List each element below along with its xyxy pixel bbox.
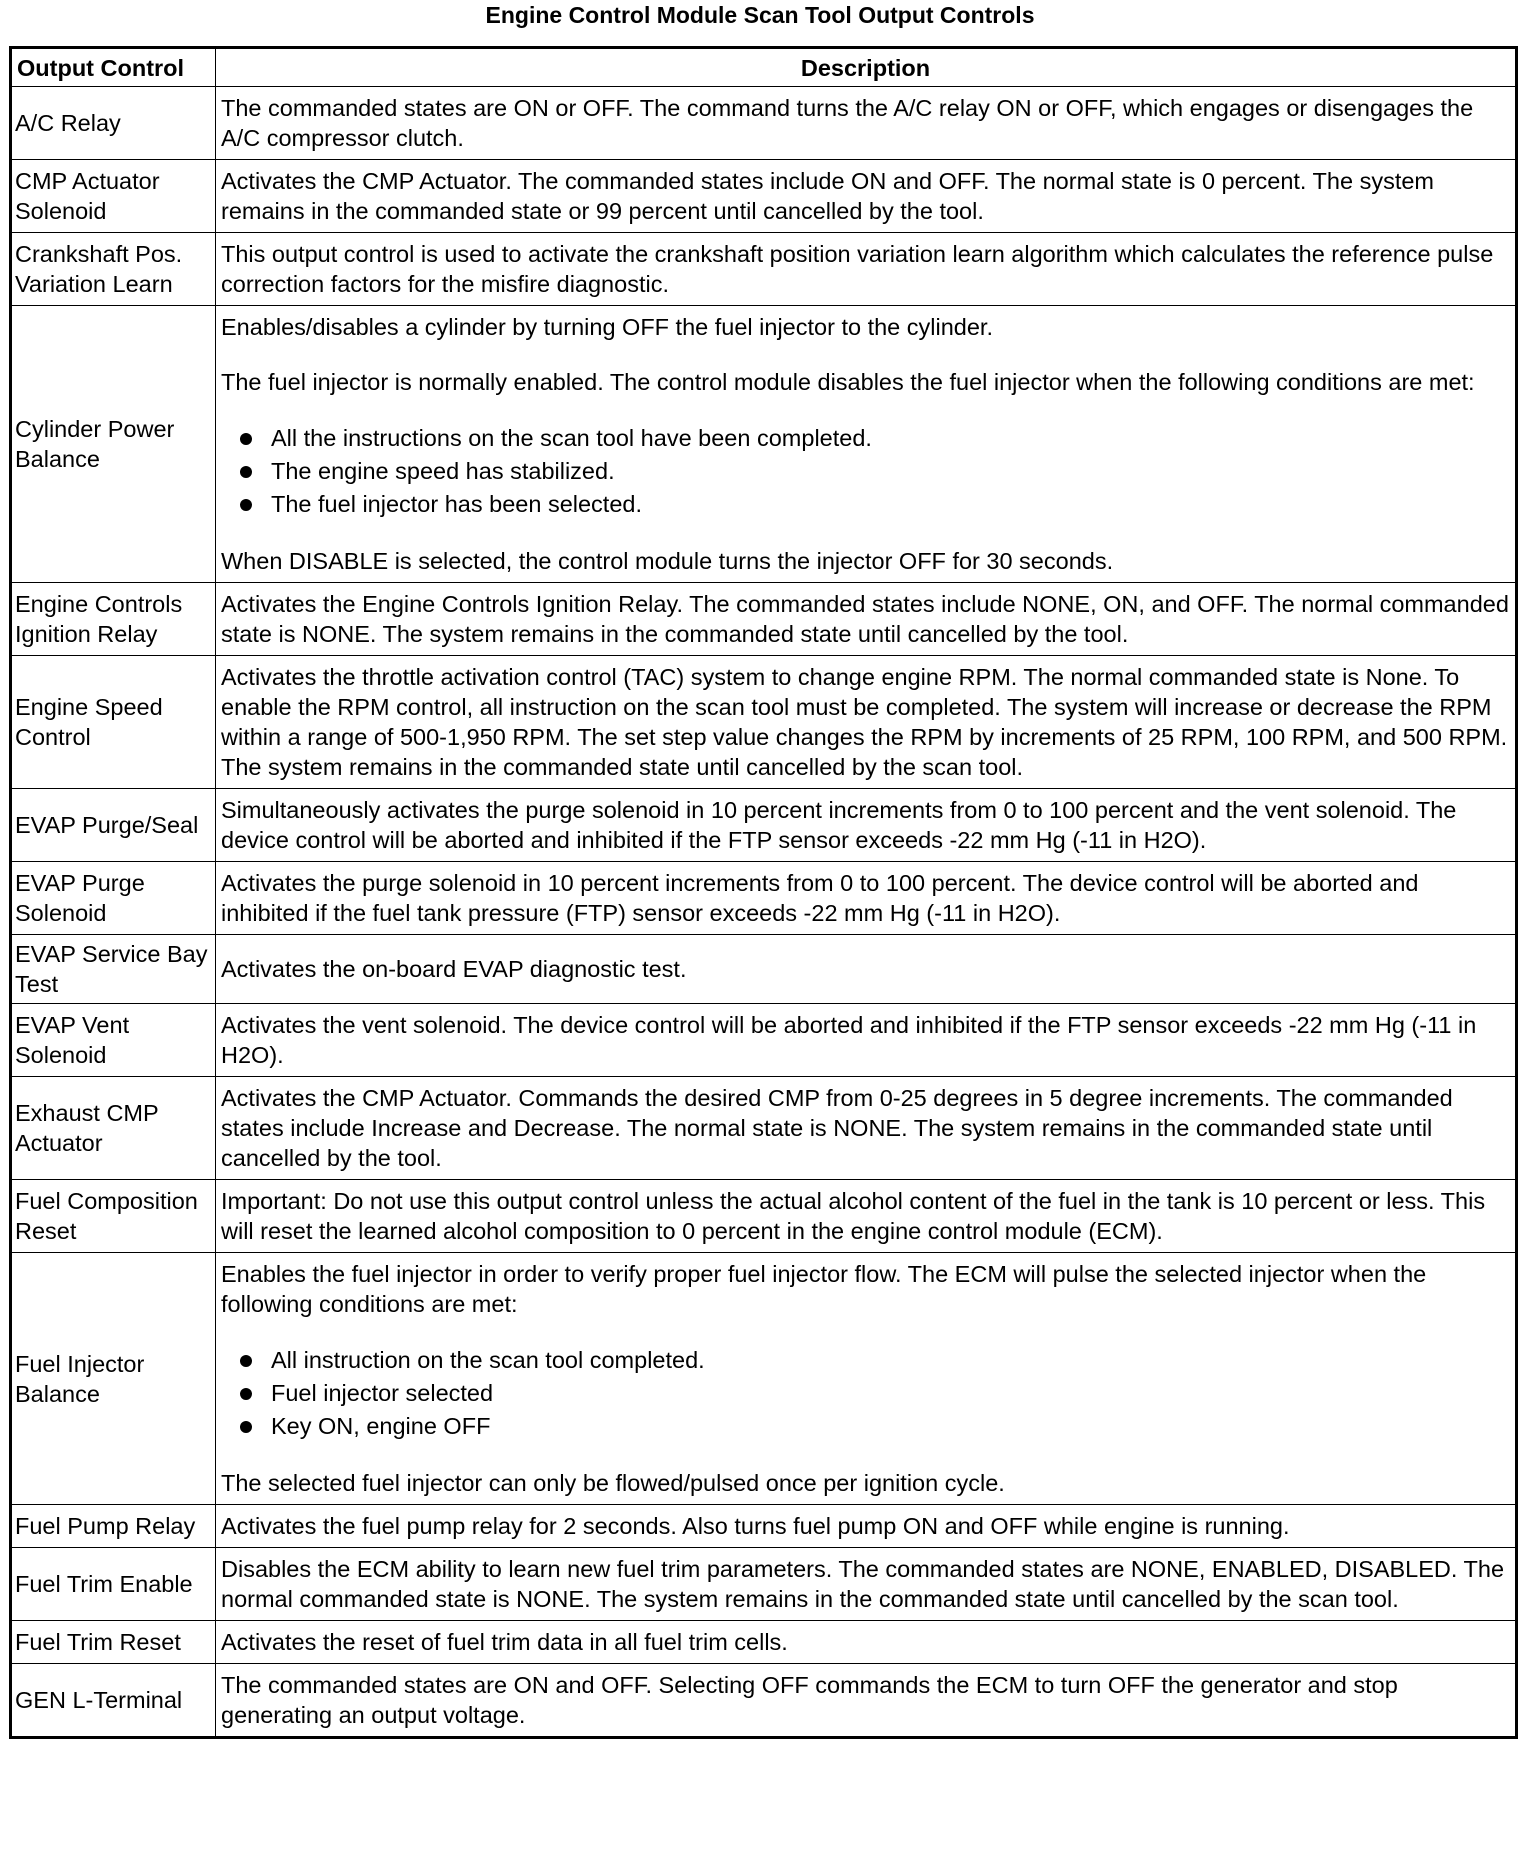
condition-list — [221, 422, 1509, 521]
output-control-name: EVAP Purge Solenoid — [11, 862, 216, 935]
table-header-row — [11, 48, 1517, 87]
output-control-name: Fuel Composition Reset — [11, 1180, 216, 1253]
description-cell — [216, 1505, 1517, 1548]
output-control-name: Cylinder Power Balance — [11, 306, 216, 583]
output-control-name: CMP Actuator Solenoid — [11, 160, 216, 233]
table-row — [11, 1621, 1517, 1664]
description-paragraph: The fuel injector is normally enabled. The control module disables the fuel injector when the following conditions are met: — [221, 369, 1475, 395]
table-row — [11, 1505, 1517, 1548]
table-row — [11, 1180, 1517, 1253]
description-cell — [216, 1253, 1517, 1505]
table-row — [11, 1253, 1517, 1505]
description-cell — [216, 1004, 1517, 1077]
condition-bullet: The fuel injector has been selected. — [221, 488, 1509, 521]
description-cell — [216, 306, 1517, 583]
description-paragraph: Activates the fuel pump relay for 2 seconds. Also turns fuel pump ON and OFF while engine is running. — [221, 1513, 1290, 1539]
condition-bullet: All the instructions on the scan tool have been completed. — [221, 422, 1509, 455]
output-control-name: Fuel Pump Relay — [11, 1505, 216, 1548]
description-paragraph: Activates the on-board EVAP diagnostic test. — [221, 956, 687, 982]
table-row — [11, 1548, 1517, 1621]
output-control-name: Crankshaft Pos. Variation Learn — [11, 233, 216, 306]
condition-bullet: All instruction on the scan tool completed. — [221, 1344, 1509, 1377]
output-control-name: EVAP Purge/Seal — [11, 789, 216, 862]
description-paragraph: The commanded states are ON and OFF. Selecting OFF commands the ECM to turn OFF the generator and stop generating an output voltage. — [221, 1672, 1398, 1728]
description-paragraph: Disables the ECM ability to learn new fuel trim parameters. The commanded states are NONE, ENABLED, DISABLED. The normal commanded state is NONE. The system remains in the commanded state until cancelled by the scan tool. — [221, 1556, 1505, 1612]
condition-bullet: Fuel injector selected — [221, 1377, 1509, 1410]
description-cell — [216, 1077, 1517, 1180]
table-row — [11, 306, 1517, 583]
description-cell — [216, 233, 1517, 306]
condition-bullet: Key ON, engine OFF — [221, 1410, 1509, 1443]
description-paragraph: Activates the reset of fuel trim data in all fuel trim cells. — [221, 1629, 788, 1655]
output-control-name: Exhaust CMP Actuator — [11, 1077, 216, 1180]
header-description: Description — [216, 48, 1517, 87]
output-control-name: Fuel Injector Balance — [11, 1253, 216, 1505]
description-paragraph: Activates the CMP Actuator. The commanded states include ON and OFF. The normal state is 0 percent. The system remains in the commanded state or 99 percent until cancelled by the tool. — [221, 168, 1435, 224]
description-cell — [216, 1180, 1517, 1253]
description-paragraph: Enables/disables a cylinder by turning OFF the fuel injector to the cylinder. — [221, 314, 993, 340]
table-row — [11, 862, 1517, 935]
condition-bullet: The engine speed has stabilized. — [221, 455, 1509, 488]
condition-list — [221, 1344, 1509, 1443]
description-note: The selected fuel injector can only be flowed/pulsed once per ignition cycle. — [221, 1470, 1005, 1496]
description-paragraph: Activates the CMP Actuator. Commands the desired CMP from 0-25 degrees in 5 degree increments. The commanded states include Increase and Decrease. The normal state is NONE. The system remains in the commanded state until cancelled by the tool. — [221, 1085, 1453, 1171]
description-note: When DISABLE is selected, the control module turns the injector OFF for 30 seconds. — [221, 548, 1114, 574]
table-row — [11, 656, 1517, 789]
description-cell — [216, 160, 1517, 233]
output-control-name: EVAP Service Bay Test — [11, 935, 216, 1004]
document-title: Engine Control Module Scan Tool Output Controls — [485, 2, 1035, 28]
description-cell — [216, 583, 1517, 656]
description-paragraph: Enables the fuel injector in order to verify proper fuel injector flow. The ECM will pulse the selected injector when the following conditions are met: — [221, 1261, 1427, 1317]
output-control-name: Fuel Trim Enable — [11, 1548, 216, 1621]
description-cell — [216, 862, 1517, 935]
description-cell — [216, 656, 1517, 789]
description-cell — [216, 87, 1517, 160]
header-output-control: Output Control — [11, 48, 216, 87]
description-paragraph: Important: Do not use this output control unless the actual alcohol content of the fuel in the tank is 10 percent or less. This will reset the learned alcohol composition to 0 percent in the engine control module (ECM). — [221, 1188, 1486, 1244]
description-cell — [216, 789, 1517, 862]
description-cell — [216, 935, 1517, 1004]
table-row — [11, 87, 1517, 160]
table-body — [11, 87, 1517, 1738]
description-paragraph: Activates the purge solenoid in 10 percent increments from 0 to 100 percent. The device control will be aborted and inhibited if the fuel tank pressure (FTP) sensor exceeds -22 mm Hg (-11 in H2O). — [221, 870, 1419, 926]
table-row — [11, 583, 1517, 656]
output-control-name: Fuel Trim Reset — [11, 1621, 216, 1664]
description-paragraph: Activates the throttle activation control (TAC) system to change engine RPM. The normal commanded state is None. To enable the RPM control, all instruction on the scan tool must be completed. The system will increase or decrease the RPM within a range of 500-1,950 RPM. The set step value changes the RPM by increments of 25 RPM, 100 RPM, and 500 RPM. The system remains in the commanded state until cancelled by the scan tool. — [221, 664, 1508, 780]
description-cell — [216, 1621, 1517, 1664]
output-control-name: Engine Controls Ignition Relay — [11, 583, 216, 656]
description-paragraph: The commanded states are ON or OFF. The command turns the A/C relay ON or OFF, which engages or disengages the A/C compressor clutch. — [221, 95, 1474, 151]
table-row — [11, 935, 1517, 1004]
output-control-name: Engine Speed Control — [11, 656, 216, 789]
table-row — [11, 789, 1517, 862]
output-controls-table — [9, 46, 1518, 1739]
output-control-name: GEN L-Terminal — [11, 1664, 216, 1738]
output-control-name: EVAP Vent Solenoid — [11, 1004, 216, 1077]
table-row — [11, 1664, 1517, 1738]
table-row — [11, 160, 1517, 233]
table-row — [11, 1077, 1517, 1180]
table-row — [11, 1004, 1517, 1077]
output-control-name: A/C Relay — [11, 87, 216, 160]
description-paragraph: Simultaneously activates the purge solenoid in 10 percent increments from 0 to 100 percent and the vent solenoid. The device control will be aborted and inhibited if the FTP sensor exceeds -22 mm Hg (-11 in H2O). — [221, 797, 1457, 853]
description-paragraph: Activates the Engine Controls Ignition Relay. The commanded states include NONE, ON, and OFF. The normal commanded state is NONE. The system remains in the commanded state until cancelled by the tool. — [221, 591, 1509, 647]
description-paragraph: Activates the vent solenoid. The device control will be aborted and inhibited if the FTP sensor exceeds -22 mm Hg (-11 in H2O). — [221, 1012, 1477, 1068]
table-row — [11, 233, 1517, 306]
description-paragraph: This output control is used to activate the crankshaft position variation learn algorithm which calculates the reference pulse correction factors for the misfire diagnostic. — [221, 241, 1494, 297]
description-cell — [216, 1664, 1517, 1738]
description-cell — [216, 1548, 1517, 1621]
